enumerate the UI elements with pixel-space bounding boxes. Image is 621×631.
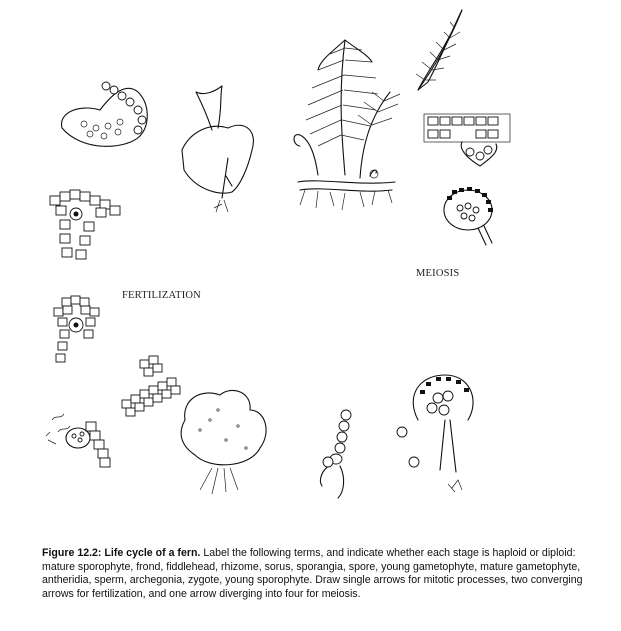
- archegonium-drawing: [122, 356, 180, 416]
- mature-gametophyte-drawing: [181, 390, 266, 494]
- frond-drawing: [416, 10, 462, 90]
- meiosis-label: MEIOSIS: [416, 268, 460, 279]
- sorus-drawing: [424, 114, 510, 166]
- antheridium-drawing: [62, 82, 148, 146]
- sporangium-drawing: [444, 187, 493, 245]
- archegonium-upper-drawing: [50, 190, 120, 259]
- figure-caption: [42, 547, 597, 601]
- fertilization-label: FERTILIZATION: [122, 290, 201, 301]
- mature-sporophyte-drawing: [294, 40, 400, 210]
- sperm-drawing: [46, 414, 110, 467]
- zygote-drawing: [54, 296, 99, 362]
- young-sporophyte-drawing: [182, 86, 253, 212]
- caption-title: Figure 12.2: Life cycle of a fern.: [42, 547, 201, 559]
- young-gametophyte-drawing: [320, 410, 351, 498]
- spore-release-drawing: [397, 375, 473, 492]
- caption-text: Label the following terms, and indicate whether each stage is haploid or diploid: mature sporophyte, frond, fiddlehead, rhizome, sorus, sporangia, spore, young gametophyte, mature gametophyte, antheridia, sperm, archegonia, zygote, young sporophyte. Draw single arrows for mitotic processes, two converging arrows for fertilization, and one arrow diverging into four for meiosis.: [42, 547, 583, 600]
